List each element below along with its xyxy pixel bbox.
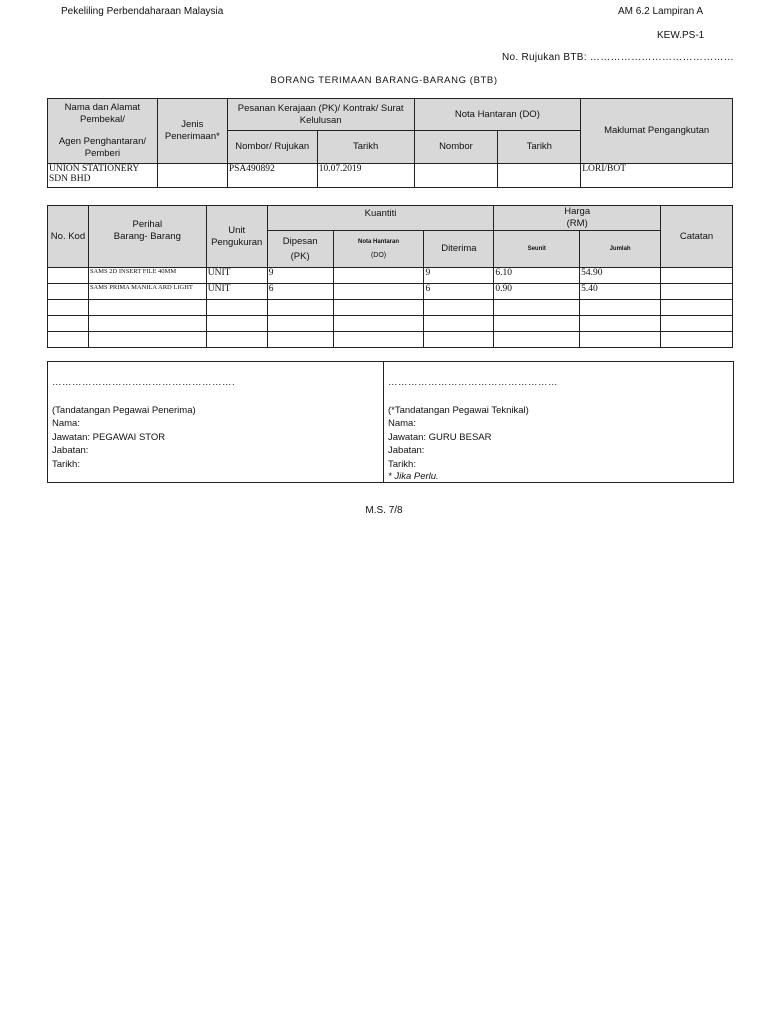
document-header-right: AM 6.2 Lampiran A bbox=[618, 6, 704, 17]
item-unit-price: 0.90 bbox=[494, 284, 580, 300]
item-unit bbox=[206, 332, 267, 348]
item-code bbox=[48, 268, 89, 284]
notes-header: Catatan bbox=[661, 206, 733, 268]
item-do-qty bbox=[333, 316, 424, 332]
supplier-header: Nama dan Alamat Pembekal/ Agen Penghantaran/ Pemberi bbox=[48, 99, 158, 164]
unit-header: Unit Pengukuran bbox=[206, 206, 267, 268]
signature-divider bbox=[383, 362, 384, 482]
supplier-table bbox=[47, 98, 733, 188]
item-notes bbox=[661, 284, 733, 300]
item-ordered bbox=[267, 332, 333, 348]
item-do-qty bbox=[333, 332, 424, 348]
item-notes bbox=[661, 332, 733, 348]
item-received: 9 bbox=[424, 268, 494, 284]
item-total bbox=[580, 332, 661, 348]
receiver-signature-caption: (Tandatangan Pegawai Penerima) bbox=[52, 404, 196, 416]
receiver-name-label: Nama: bbox=[52, 418, 80, 429]
item-total bbox=[580, 316, 661, 332]
table-row bbox=[48, 284, 733, 300]
per-unit-header: Seunit bbox=[494, 231, 580, 268]
technical-signature-line: …………………………………………… bbox=[388, 377, 558, 388]
delivery-order-group-header: Nota Hantaran (DO) bbox=[414, 99, 581, 131]
total-header: Jumlah bbox=[580, 231, 661, 268]
technical-department-label: Jabatan: bbox=[388, 445, 425, 456]
item-unit: UNIT bbox=[206, 284, 267, 300]
table-row bbox=[48, 332, 733, 348]
item-total bbox=[580, 300, 661, 316]
item-total: 54.90 bbox=[580, 268, 661, 284]
signature-box bbox=[47, 361, 734, 483]
document-header-left: Pekeliling Perbendaharaan Malaysia bbox=[61, 6, 224, 17]
item-unit-price: 6.10 bbox=[494, 268, 580, 284]
item-code bbox=[48, 332, 89, 348]
item-unit: UNIT bbox=[206, 268, 267, 284]
technical-footnote: * Jika Perlu. bbox=[388, 471, 439, 482]
table-row bbox=[48, 316, 733, 332]
receiver-department-label: Jabatan: bbox=[52, 445, 89, 456]
item-unit-price bbox=[494, 316, 580, 332]
do-qty-header: Nota Hantaran (DO) bbox=[333, 231, 424, 268]
price-header: Harga (RM) bbox=[494, 206, 661, 231]
technical-signature-caption: (*Tandatangan Pegawai Teknikal) bbox=[388, 404, 529, 416]
item-description bbox=[88, 300, 206, 316]
item-do-qty bbox=[333, 268, 424, 284]
receipt-type-header: Jenis Penerimaan* bbox=[157, 99, 227, 164]
receiver-date-label: Tarikh: bbox=[52, 458, 80, 470]
item-unit-price bbox=[494, 300, 580, 316]
item-received bbox=[424, 316, 494, 332]
item-notes bbox=[661, 300, 733, 316]
item-description bbox=[88, 332, 206, 348]
receiver-signature-line: ………………………………………………. bbox=[52, 377, 236, 388]
item-description: SAMS 2D INSERT FILE 40MM bbox=[88, 268, 206, 284]
receipt-type bbox=[157, 164, 227, 188]
item-code bbox=[48, 300, 89, 316]
items-table bbox=[47, 205, 733, 348]
order-number: PSA490892 bbox=[227, 164, 317, 188]
item-notes bbox=[661, 268, 733, 284]
receiver-position: Jawatan: PEGAWAI STOR bbox=[52, 431, 166, 443]
code-header: No. Kod bbox=[48, 206, 89, 268]
item-unit-price bbox=[494, 332, 580, 348]
item-ordered bbox=[267, 316, 333, 332]
table-row bbox=[48, 300, 733, 316]
item-received bbox=[424, 300, 494, 316]
technical-date-label: Tarikh: bbox=[388, 458, 416, 470]
page-number: M.S. 7/8 bbox=[365, 505, 403, 516]
item-code bbox=[48, 284, 89, 300]
item-ordered bbox=[267, 300, 333, 316]
description-header: Perihal Barang- Barang bbox=[88, 206, 206, 268]
order-number-header: Nombor/ Rujukan bbox=[227, 131, 317, 164]
technical-name-label: Nama: bbox=[388, 418, 416, 429]
receiver-signature-block bbox=[52, 376, 235, 471]
btb-reference-label: No. Rujukan BTB: …………………………………… bbox=[502, 52, 735, 63]
item-received: 6 bbox=[424, 284, 494, 300]
transport-header: Maklumat Pengangkutan bbox=[581, 99, 733, 164]
table-row bbox=[48, 268, 733, 284]
quantity-header: Kuantiti bbox=[267, 206, 494, 231]
transport-info: LORI/BOT bbox=[581, 164, 733, 188]
technical-position: Jawatan: GURU BESAR bbox=[388, 431, 492, 443]
item-do-qty bbox=[333, 300, 424, 316]
item-notes bbox=[661, 316, 733, 332]
order-date: 10.07.2019 bbox=[317, 164, 414, 188]
item-ordered: 6 bbox=[267, 284, 333, 300]
item-total: 5.40 bbox=[580, 284, 661, 300]
item-description: SAMS PRIMA MANILA ARD LIGHT bbox=[88, 284, 206, 300]
item-do-qty bbox=[333, 284, 424, 300]
order-date-header: Tarikh bbox=[317, 131, 414, 164]
item-unit bbox=[206, 316, 267, 332]
item-description bbox=[88, 316, 206, 332]
form-title: BORANG TERIMAAN BARANG-BARANG (BTB) bbox=[270, 75, 498, 86]
item-received bbox=[424, 332, 494, 348]
ordered-header: Dipesan (PK) bbox=[267, 231, 333, 268]
order-group-header: Pesanan Kerajaan (PK)/ Kontrak/ Surat Kelulusan bbox=[227, 99, 414, 131]
do-date bbox=[498, 164, 581, 188]
supplier-name: UNION STATIONERY SDN BHD bbox=[48, 164, 158, 188]
do-date-header: Tarikh bbox=[498, 131, 581, 164]
form-code: KEW.PS-1 bbox=[657, 30, 705, 41]
item-unit bbox=[206, 300, 267, 316]
item-ordered: 9 bbox=[267, 268, 333, 284]
supplier-row bbox=[48, 164, 733, 188]
received-header: Diterima bbox=[424, 231, 494, 268]
do-number-header: Nombor bbox=[414, 131, 498, 164]
do-number bbox=[414, 164, 498, 188]
technical-signature-block bbox=[388, 376, 558, 483]
item-code bbox=[48, 316, 89, 332]
